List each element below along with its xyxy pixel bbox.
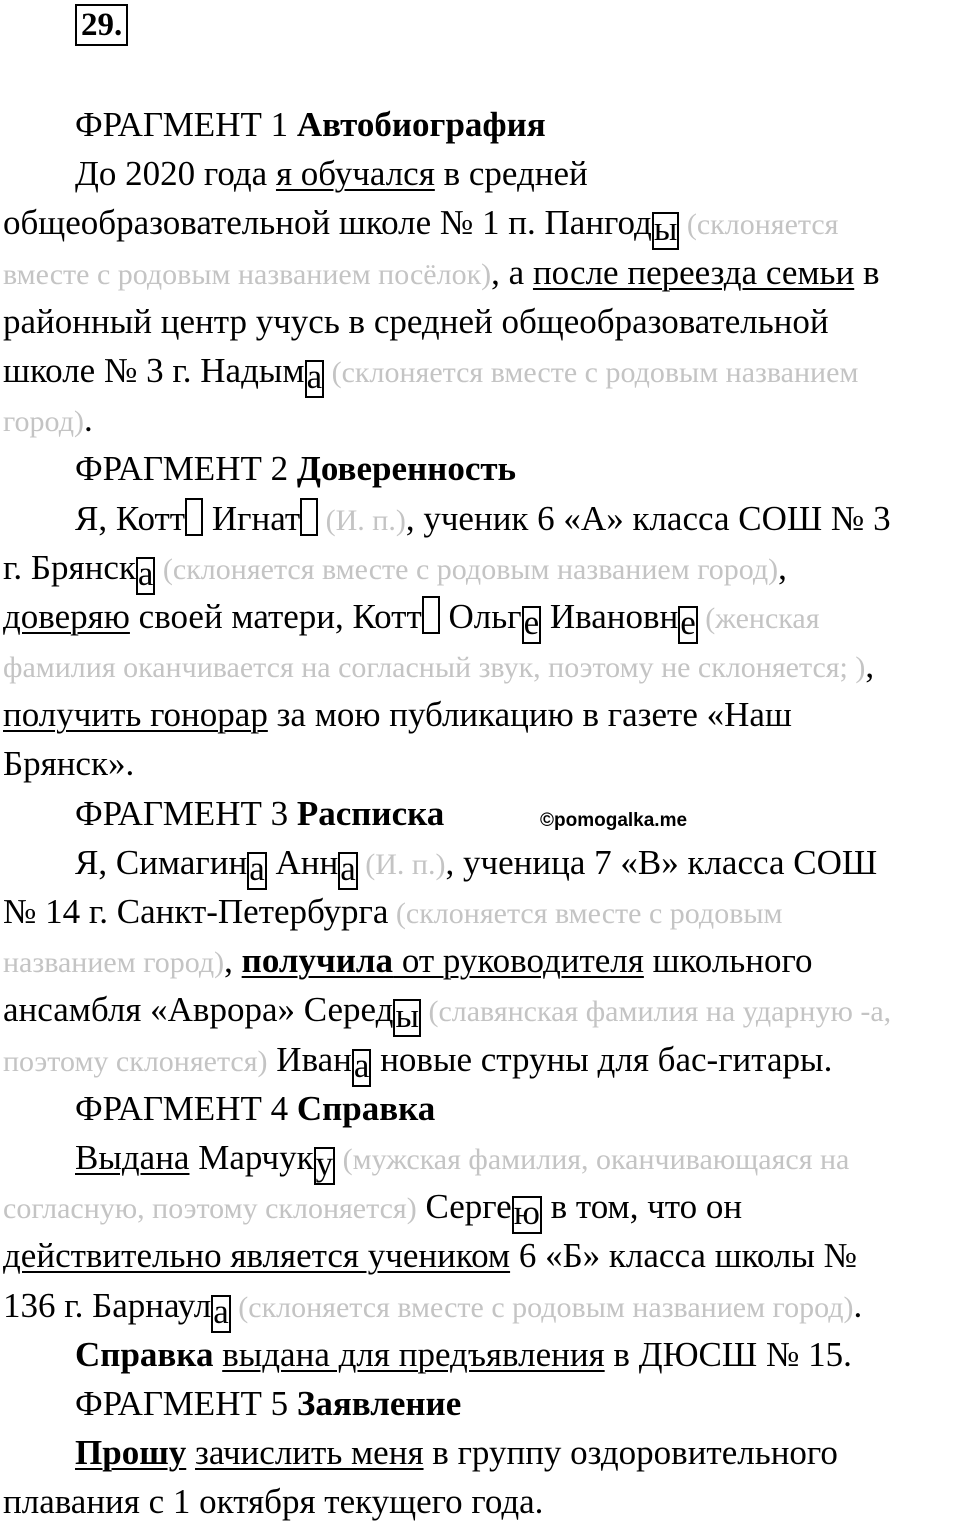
note-text: согласную, поэтому склоняется) [3,1192,417,1226]
note-text: (склоняется вместе с родовым [388,897,783,930]
text: № 14 г. Санкт-Петербурга [3,892,389,931]
ending-box: а [340,848,356,888]
text: , ученица 7 «В» класса СОШ [445,842,878,882]
text-line [3,1477,953,1526]
text-line [3,346,953,395]
empty-ending-box [422,596,440,634]
text-line [3,1428,953,1477]
text: школьного [643,941,813,981]
text: в группу оздоровительного [423,1433,838,1473]
text: в том, что он [541,1187,743,1227]
underlined-text: Выдана [75,1137,190,1177]
text: Я, Котт [75,498,186,538]
text: общеобразовательной школе № 1 п. Пангод [3,203,652,243]
text: ансамбля «Аврора» Серед [3,990,394,1030]
text: Брянск». [3,744,135,784]
text: школе № 3 г. Надым [3,350,305,390]
note-text: город) [3,405,84,439]
underlined-text: выдана для предъявления [222,1334,605,1374]
note-text: (склоняется вместе с родовым названием город) [155,552,779,586]
ending-box: а [137,553,154,593]
text: , а [491,252,533,292]
text: 6 «Б» класса школы № [510,1236,858,1276]
text-line [3,1182,953,1231]
note-text: поэтому склоняется) [3,1044,268,1078]
text-line [3,739,953,788]
note-text: (склоняется вместе с родовым названием [324,355,859,389]
text: плавания с 1 октября текущего года. [3,1482,544,1522]
underlined-text: доверяю [3,596,130,636]
text: Ивановн [541,596,679,636]
text-line [3,248,953,297]
text: в средней [434,154,588,194]
underlined-text: действительно является учеником [3,1236,511,1276]
text-line [3,494,953,543]
empty-ending-box [300,498,318,536]
underlined-text: я обучался [275,154,435,194]
note-text: (мужская фамилия, оканчивающаяся на [335,1142,850,1176]
note-text: (склоняется [679,208,839,242]
text: г. Брянск [3,547,136,587]
fragment-1-heading [3,100,953,149]
document-body [3,100,953,1526]
text-line [3,838,953,887]
text-line [3,1035,953,1084]
note-text: вместе с родовым названием посёлок) [3,257,492,291]
note-text: (И. п.) [318,503,406,537]
ending-box: а [353,1045,370,1085]
text: 136 г. Барнаул [3,1285,212,1325]
bold-underlined-text: получила [241,941,394,981]
fragment-label: ФРАГМЕНТ 2 [75,449,297,489]
ending-box: ы [653,209,678,249]
ending-box: ы [395,996,419,1036]
note-text: (женская [697,601,820,635]
text: Марчук [189,1137,314,1177]
ending-box: а [249,848,265,888]
fragment-title: Доверенность [296,449,517,489]
ending-box: у [315,1143,334,1183]
text: , [865,646,875,686]
fragment-title: Справка [296,1088,436,1128]
fragment-title: Автобиография [296,105,546,144]
text: , [224,941,242,981]
fragment-label: ФРАГМЕНТ 1 [75,105,297,144]
text: Анн [266,842,339,882]
fragment-title: Расписка [296,793,445,833]
text-line [3,690,953,739]
text: Иван [267,1039,352,1079]
underlined-text: после переезда семьи [532,252,855,292]
text: Игнат [203,498,301,538]
text: До 2020 года [75,154,276,194]
ending-box: а [213,1291,229,1331]
ending-box: ю [513,1193,540,1233]
underlined-text: от руководителя [393,941,644,981]
text: . [853,1285,863,1325]
text: Серге [416,1187,512,1227]
empty-ending-box [185,498,203,536]
fragment-4-heading [3,1084,953,1133]
text: . [83,400,93,440]
text-line [3,149,953,198]
watermark: ©pomogalka.me [540,810,688,831]
note-text: фамилия оканчивается на согласный звук, поэтому не склоняется; ) [3,651,866,685]
bold-text: Справка [75,1334,214,1374]
text-line [3,985,953,1034]
text: , ученик 6 «А» класса СОШ № 3 [405,498,891,538]
text [186,1433,195,1472]
note-text: (склоняется вместе с родовым названием город) [230,1290,854,1324]
ending-box: е [523,602,540,642]
text-line [3,1330,953,1379]
text: новые струны для бас-гитары. [371,1039,833,1079]
text-line [3,395,953,444]
text: районный центр учусь в средней общеобразовательной [3,301,829,341]
text-line [3,297,953,346]
text-line [3,1281,953,1330]
fragment-5-heading [3,1379,953,1428]
text-line [3,592,953,641]
underlined-text: получить гонорар [3,695,268,735]
text-line [3,1231,953,1280]
text-line [3,887,953,936]
fragment-label: ФРАГМЕНТ 4 [75,1088,297,1128]
note-text: (И. п.) [357,847,446,881]
text: своей матери, Котт [129,596,422,636]
text: в [854,252,880,292]
text: Ольг [439,596,522,636]
note-text: (славянская фамилия на ударную -а, [420,995,892,1029]
text-line [3,1133,953,1182]
fragment-label: ФРАГМЕНТ 5 [75,1383,297,1423]
text-line [3,543,953,592]
underlined-text: зачислить меня [195,1433,424,1473]
text-line [3,198,953,247]
exercise-number: 29. [75,4,128,46]
text-line [3,641,953,690]
fragment-title: Заявление [296,1383,462,1423]
ending-box: а [306,356,323,396]
text-line [3,936,953,985]
fragment-2-heading [3,444,953,493]
text [213,1335,222,1374]
bold-underlined-text: Прошу [75,1433,187,1473]
text: , [778,547,787,587]
text: Я, Симагин [75,842,248,882]
fragment-3-heading [3,789,953,838]
text: за мою публикацию в газете «Наш [267,695,792,735]
ending-box: е [680,602,696,642]
text: в ДЮСШ № 15. [604,1334,852,1374]
fragment-label: ФРАГМЕНТ 3 [75,793,297,833]
note-text: названием город) [3,946,225,980]
